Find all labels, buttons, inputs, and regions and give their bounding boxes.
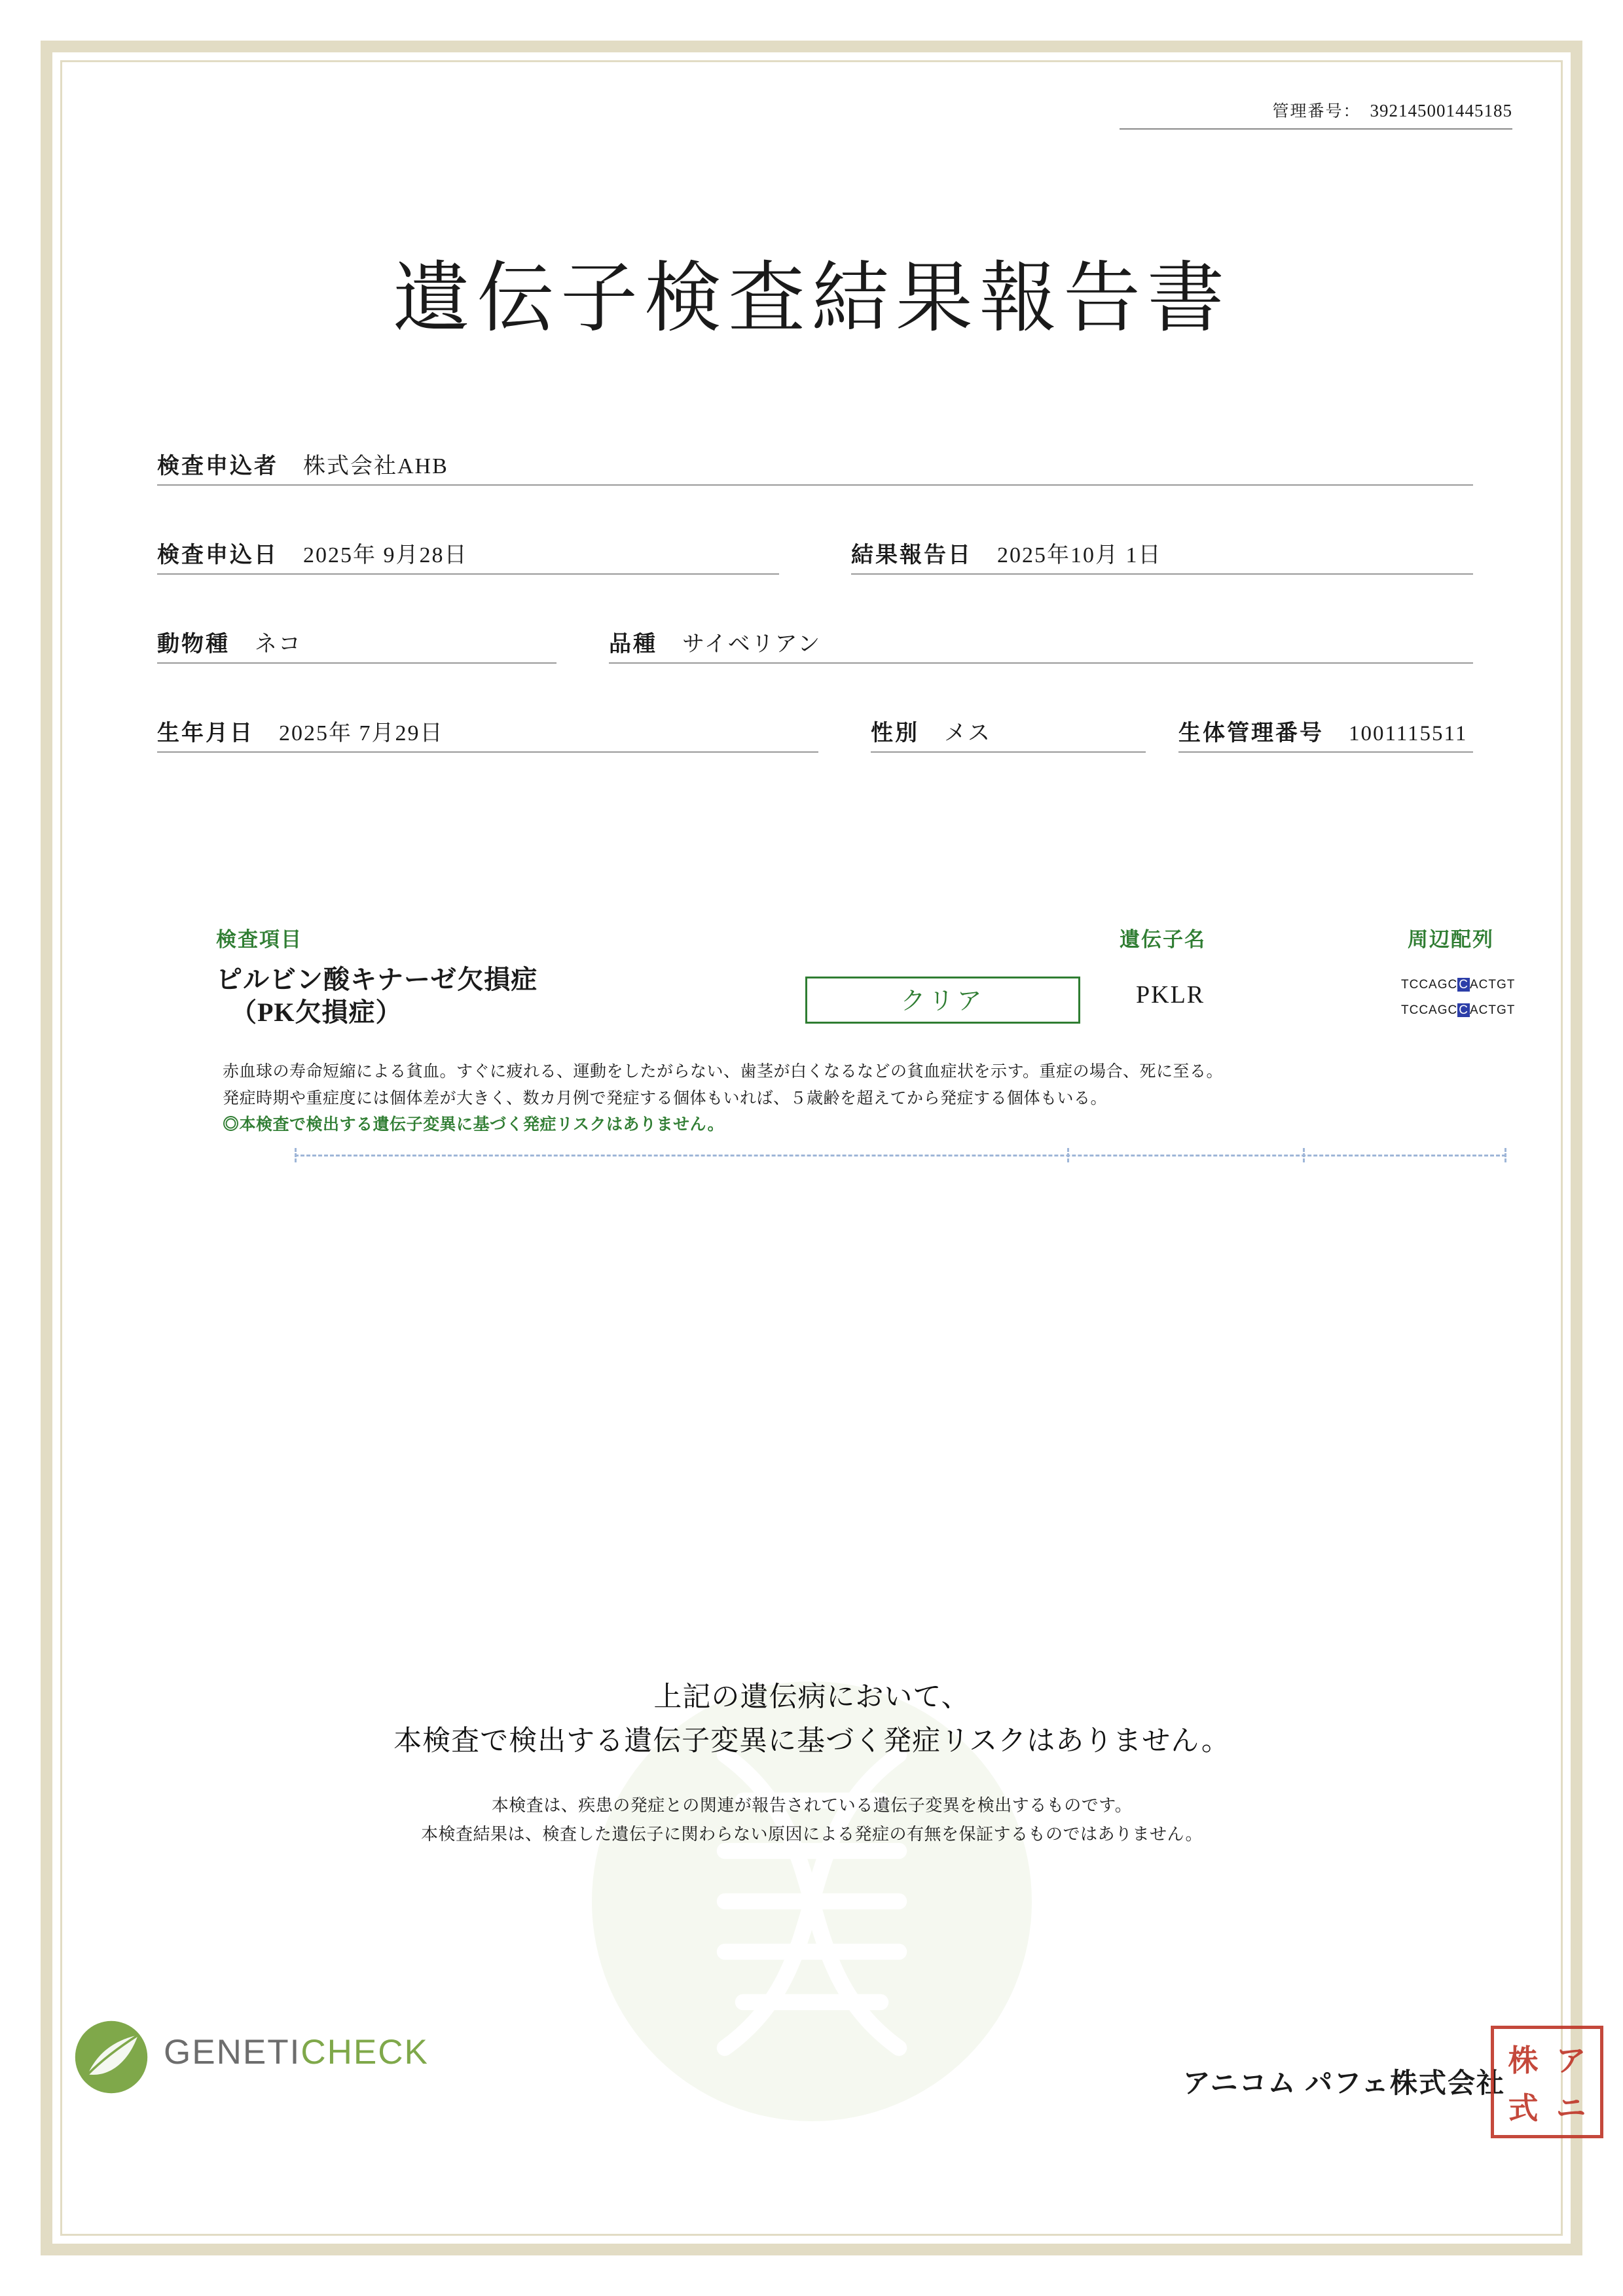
conclusion-note-line2: 本検査結果は、検査した遺伝子に関わらない原因による発症の有無を保証するものではありません。 [420,1823,1203,1844]
results-header-row [124,923,1506,953]
test-name-line1: ピルビン酸キナーゼ欠損症 [216,965,538,994]
info-block [157,445,1473,801]
brand-word-part1: GENETI [164,2033,301,2072]
birth-date-label: 生年月日 [157,721,254,745]
info-row-dates [157,534,1473,575]
field-species [157,626,556,664]
field-apply-date [157,537,779,575]
report-date-label: 結果報告日 [851,543,972,567]
conclusion-block [111,1676,1512,1849]
test-name-line2: （PK欠損症） [230,997,403,1028]
conclusion-main-line2: 本検査で検出する遺伝子変異に基づく発症リスクはありません。 [393,1725,1230,1757]
status-badge: クリア [805,977,1080,1024]
header-flanking-sequence: 周辺配列 [1408,928,1494,951]
seal-char-1: ア [1556,2043,1586,2077]
field-breed [609,626,1473,664]
company-name: アニコム パフェ株式会社 [1182,2069,1505,2099]
page-border-inner [60,60,1563,2236]
section-divider [295,1155,1506,1157]
breed-label: 品種 [609,632,657,656]
divider-tick-mid [1067,1148,1069,1162]
apply-date-label: 検査申込日 [157,543,278,567]
leaf-icon [72,2018,151,2096]
seal-char-0: 株 [1508,2043,1539,2077]
seq1-suffix: ACTGT [1469,978,1516,992]
seq2-variant: C [1459,1003,1468,1017]
conclusion-main [111,1676,1512,1763]
info-row-applicant [157,445,1473,486]
header-test-item: 検査項目 [216,928,302,951]
brand-word-part2: CHECK [301,2033,429,2072]
info-row-species [157,623,1473,664]
description-line-1: 赤血球の寿命短縮による貧血。すぐに疲れる、運動をしたがらない、歯茎が白くなるなどの貧血症状を示す。重症の場合、死に至る。 [223,1063,1224,1081]
description-line-2: 発症時期や重症度には個体差が大きく、数カ月例で発症する個体もいれば、５歳齢を超えてから発症する個体もいる。 [223,1089,1108,1107]
field-applicant [157,448,1473,486]
info-row-birth [157,712,1473,753]
seal-characters [1499,2034,1595,2130]
species-label: 動物種 [157,632,230,656]
result-row [124,965,1516,1134]
test-description [223,1059,1506,1139]
sequence-line-2 [1401,998,1515,1024]
seal-char-3: ニ [1556,2091,1586,2125]
species-value: ネコ [255,632,302,656]
divider-tick-left [295,1148,297,1162]
management-number-label: 管理番号： [1272,103,1361,120]
conclusion-note [111,1791,1512,1848]
conclusion-main-line1: 上記の遺伝病において、 [653,1681,970,1713]
field-sex [871,715,1146,753]
test-name [216,963,538,1030]
field-animal-id [1178,715,1473,753]
field-report-date [851,537,1473,575]
management-number-row [1120,98,1512,130]
brand-wordmark [164,2032,429,2072]
field-birth-date [157,715,818,753]
conclusion-note-line1: 本検査は、疾患の発症との関連が報告されている遺伝子変異を検出するものです。 [491,1795,1133,1816]
applicant-value: 株式会社AHB [303,454,448,478]
report-date-value: 2025年10月 1日 [997,543,1162,567]
header-gene-name: 遺伝子名 [1120,928,1206,951]
animal-id-label: 生体管理番号 [1178,721,1324,745]
divider-tick-right [1504,1148,1506,1162]
flanking-sequence-value [1401,973,1515,1024]
seq1-prefix: TCCAGC [1401,978,1458,992]
page-title: 遺伝子検査結果報告書 [392,256,1231,342]
birth-date-value: 2025年 7月29日 [279,721,444,745]
divider-tick-gene [1303,1148,1305,1162]
results-section [124,923,1516,1134]
sequence-line-1 [1401,973,1515,998]
brand-logo [72,2013,530,2104]
description-line-3: ◎本検査で検出する遺伝子変異に基づく発症リスクはありません。 [223,1116,725,1134]
company-seal [1491,2026,1603,2138]
apply-date-value: 2025年 9月28日 [303,543,468,567]
applicant-label: 検査申込者 [157,454,278,478]
seq2-suffix: ACTGT [1469,1003,1516,1017]
breed-value: サイベリアン [682,632,822,656]
sex-value: メス [944,721,991,745]
management-number-value: 392145001445185 [1370,101,1512,120]
seq2-prefix: TCCAGC [1401,1003,1458,1017]
animal-id-value: 1001115511 [1349,722,1468,745]
seal-char-2: 式 [1508,2091,1539,2125]
gene-name-value: PKLR [1136,981,1205,1009]
sex-label: 性別 [871,721,919,745]
seq1-variant: C [1459,978,1468,992]
